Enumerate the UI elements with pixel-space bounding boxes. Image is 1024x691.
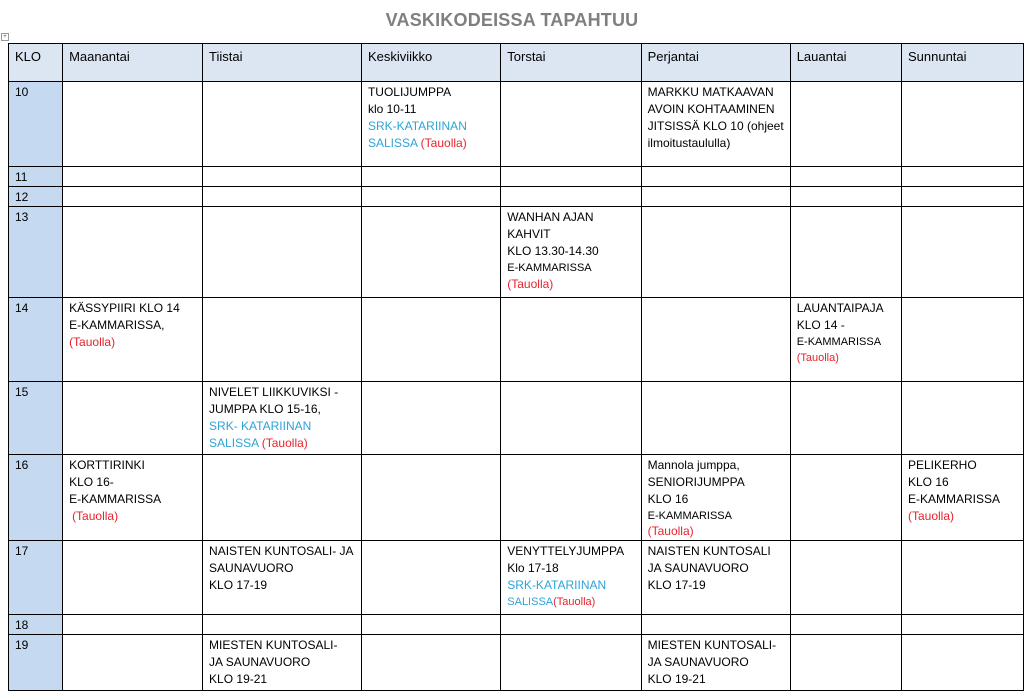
header-row (9, 44, 1024, 82)
event-mannola-jumppa (641, 455, 790, 541)
event-status: (Tauolla) (796, 352, 839, 364)
cell-empty (901, 82, 1023, 167)
event-location: E-KAMMARISSA (507, 262, 592, 274)
event-line: KLO 19-21 (647, 672, 706, 686)
cell-empty (63, 82, 203, 167)
event-line: PELIKERHO (907, 458, 977, 472)
table-row (9, 541, 1024, 615)
event-line: WANHAN AJAN (507, 210, 594, 224)
event-line: KORTTIRINKI (69, 458, 145, 472)
hour-cell: 11 (9, 167, 63, 187)
event-venyttelyjumppa (501, 541, 641, 615)
header-wednesday: Keskiviikko (361, 44, 500, 82)
event-line: Mannola jumppa, (647, 458, 740, 472)
cell-empty (501, 82, 641, 167)
table-row (9, 635, 1024, 691)
table-row (9, 187, 1024, 207)
event-line: AVOIN KOHTAAMINEN (647, 102, 775, 116)
event-naisten-kuntosali-pe (641, 541, 790, 615)
event-location: E-KAMMARISSA, (69, 318, 165, 332)
event-status: (Tauolla) (907, 509, 955, 523)
event-line: Klo 17-18 (507, 561, 559, 575)
event-pelikerho (901, 455, 1023, 541)
page-title: VASKIKODEISSA TAPAHTUU (385, 10, 639, 30)
event-line: NAISTEN KUNTOSALI (647, 544, 771, 558)
event-location: E-KAMMARISSA (647, 510, 732, 522)
event-kassypiiri (63, 298, 203, 382)
event-location: E-KAMMARISSA (907, 492, 1000, 506)
event-status: (Tauolla) (507, 277, 554, 291)
event-location: E-KAMMARISSA (69, 492, 162, 506)
hour-cell: 15 (9, 382, 63, 455)
event-line: KÄSSYPIIRI KLO 14 (69, 301, 180, 315)
hour-cell: 10 (9, 82, 63, 167)
event-line: KLO 19-21 (209, 672, 268, 686)
header-klo: KLO (9, 44, 63, 82)
cell-empty (790, 82, 901, 167)
event-line: klo 10-11 (367, 102, 417, 116)
header-saturday: Lauantai (790, 44, 901, 82)
table-row (9, 615, 1024, 635)
hour-cell: 14 (9, 298, 63, 382)
event-location: SALISSA (367, 136, 418, 150)
event-status: (Tauolla) (261, 436, 308, 450)
event-nivelet-liikkuviksi (203, 382, 362, 455)
event-line: TUOLIJUMPPA (367, 85, 452, 99)
header-tuesday: Tiistai (203, 44, 362, 82)
event-line: KAHVIT (507, 227, 551, 241)
table-row (9, 455, 1024, 541)
event-naisten-kuntosali (203, 541, 362, 615)
event-location: SALISSA (209, 436, 259, 450)
table-row (9, 382, 1024, 455)
event-korttirinki (63, 455, 203, 541)
hour-cell: 17 (9, 541, 63, 615)
event-line: KLO 14 - (796, 318, 845, 332)
event-location: SALISSA (507, 596, 554, 608)
event-line: LAUANTAIPAJA (796, 301, 884, 315)
event-line: MARKKU MATKAAVAN (647, 85, 774, 99)
event-line: MIESTEN KUNTOSALI- (647, 638, 777, 652)
event-status: (Tauolla) (647, 524, 694, 538)
hour-cell: 13 (9, 207, 63, 298)
table-row (9, 82, 1024, 167)
header-thursday: Torstai (501, 44, 641, 82)
event-tuolijumppa (361, 82, 500, 167)
event-wanhan-ajan-kahvit (501, 207, 641, 298)
event-status: (Tauolla) (420, 136, 467, 150)
event-line: JA SAUNAVUORO (647, 655, 749, 669)
event-location: SRK-KATARIINAN (367, 119, 467, 133)
event-miesten-kuntosali (203, 635, 362, 691)
event-line: SAUNAVUORO (209, 561, 294, 575)
hour-cell: 12 (9, 187, 63, 207)
event-miesten-kuntosali-pe (641, 635, 790, 691)
schedule-table (8, 43, 1024, 691)
event-line: ilmoitustaululla) (647, 136, 731, 150)
event-status: (Tauolla) (553, 596, 596, 608)
event-line: JUMPPA KLO 15-16, (209, 402, 321, 416)
event-line: KLO 17-19 (209, 578, 268, 592)
event-location: E-KAMMARISSA (796, 336, 882, 348)
event-line: MIESTEN KUNTOSALI- (209, 638, 338, 652)
event-location: SRK-KATARIINAN (507, 578, 607, 592)
event-line: KLO 16- (69, 475, 114, 489)
event-line: NIVELET LIIKKUVIKSI - (209, 385, 339, 399)
event-line: JITSISSÄ KLO 10 (ohjeet (647, 119, 784, 133)
table-row (9, 167, 1024, 187)
hour-cell: 18 (9, 615, 63, 635)
hour-cell: 16 (9, 455, 63, 541)
event-location: SRK- KATARIINAN (209, 419, 312, 433)
event-line: VENYTTELYJUMPPA (507, 544, 625, 558)
event-markku-matkaavan (641, 82, 790, 167)
event-line: KLO 17-19 (647, 578, 706, 592)
event-line: KLO 16 (647, 492, 689, 506)
table-anchor-icon[interactable]: + (1, 33, 9, 41)
event-line: NAISTEN KUNTOSALI- JA (209, 544, 354, 558)
event-line: KLO 16 (907, 475, 949, 489)
event-status: (Tauolla) (69, 335, 116, 349)
header-sunday: Sunnuntai (901, 44, 1023, 82)
cell-empty (203, 82, 362, 167)
header-monday: Maanantai (63, 44, 203, 82)
event-line: JA SAUNAVUORO (647, 561, 749, 575)
hour-cell: 19 (9, 635, 63, 691)
event-lauantaipaja (790, 298, 901, 382)
table-row (9, 207, 1024, 298)
event-line: SENIORIJUMPPA (647, 475, 745, 489)
event-line: JA SAUNAVUORO (209, 655, 311, 669)
table-row (9, 298, 1024, 382)
event-line: KLO 13.30-14.30 (507, 244, 599, 258)
event-status: (Tauolla) (72, 509, 119, 523)
header-friday: Perjantai (641, 44, 790, 82)
